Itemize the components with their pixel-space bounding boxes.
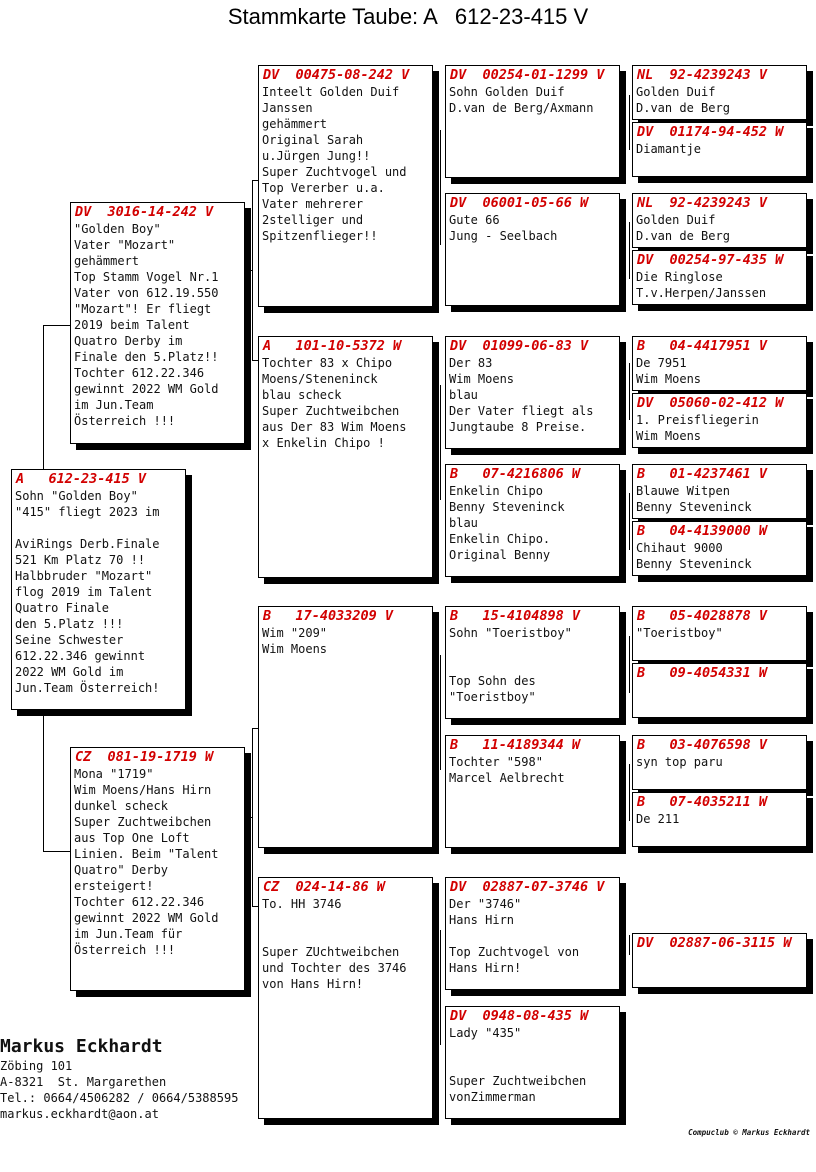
pigeon-info-line: [446, 928, 619, 944]
ring-number: DV 00475-08-242 V: [263, 67, 410, 83]
pigeon-info-line: Finale den 5.Platz!!: [74, 350, 219, 364]
connector: [440, 655, 441, 770]
pigeon-card-mmfm[interactable]: [632, 933, 807, 988]
pigeon-info-line: Blauwe Witpen: [636, 484, 730, 498]
pigeon-card-mmm[interactable]: [445, 1006, 620, 1119]
pigeon-card-mfmf[interactable]: [632, 735, 807, 790]
pigeon-info-line: Super Zuchtvogel und: [262, 165, 407, 179]
pigeon-card-fmm[interactable]: [445, 464, 620, 577]
pigeon-card-mffm[interactable]: [632, 663, 807, 718]
pigeon-info-line: Diamantje: [636, 142, 702, 156]
pigeon-info-line: Top Vererber u.a.: [262, 181, 385, 195]
pigeon-info-line: vonZimmerman: [449, 1090, 536, 1104]
pigeon-info-line: blau: [449, 516, 478, 530]
pigeon-info-line: Super Zuchtweibchen: [262, 404, 400, 418]
pigeon-info-line: gewinnt 2022 WM Gold: [74, 911, 219, 925]
pigeon-info-line: [446, 1041, 619, 1057]
connector: [43, 325, 71, 326]
pigeon-info-line: Sohn Golden Duif: [449, 85, 565, 99]
pigeon-info-line: "Mozart"! Er fliegt: [74, 302, 212, 316]
pigeon-info-line: Benny Steveninck: [636, 500, 752, 514]
page-title: Stammkarte Taube: A 612-23-415 V: [227, 4, 589, 29]
pigeon-info-line: den 5.Platz !!!: [15, 617, 124, 631]
pigeon-info-line: D.van de Berg: [636, 229, 730, 243]
pigeon-info-line: Golden Duif: [636, 213, 716, 227]
pigeon-info-line: Halbbruder "Mozart": [15, 569, 153, 583]
pigeon-info-line: Inteelt Golden Duif: [262, 85, 400, 99]
pigeon-card-fmmm[interactable]: [632, 521, 807, 576]
pigeon-info-line: Der 83: [449, 356, 493, 370]
credit-footer: Compuclub © Markus Eckhardt: [688, 1128, 810, 1137]
pigeon-info-line: [446, 641, 619, 657]
pigeon-card-mff[interactable]: [445, 606, 620, 719]
connector: [629, 493, 630, 550]
pigeon-info-line: und Tochter des 3746: [262, 961, 407, 975]
pigeon-info-line: Sohn "Toeristboy": [449, 626, 572, 640]
ring-number: B 05-4028878 V: [637, 608, 768, 624]
pigeon-info-line: gehämmert: [74, 254, 140, 268]
pigeon-info-line: blau: [449, 388, 478, 402]
pigeon-card-ff[interactable]: [258, 65, 433, 307]
pigeon-card-mfm[interactable]: [445, 735, 620, 848]
pigeon-info-line: Der "3746": [449, 897, 522, 911]
pigeon-info-line: 1. Preisfliegerin: [636, 413, 759, 427]
connector: [440, 385, 441, 500]
pigeon-info-line: Top Stamm Vogel Nr.1: [74, 270, 219, 284]
ring-number: DV 02887-06-3115 W: [637, 935, 792, 951]
ring-number: DV 02887-07-3746 V: [450, 879, 605, 895]
pigeon-info-line: Moens/Steneninck: [262, 372, 378, 386]
pigeon-card-father[interactable]: [70, 202, 245, 444]
pigeon-info-line: Golden Duif: [636, 85, 716, 99]
pigeon-info-line: Wim Moens: [262, 642, 328, 656]
pigeon-info-line: "Toeristboy": [449, 690, 536, 704]
pigeon-info-line: Enkelin Chipo.: [449, 532, 551, 546]
ring-number: B 07-4035211 W: [637, 794, 768, 810]
pigeon-info-line: Der Vater fliegt als: [449, 404, 594, 418]
pigeon-info-line: Jun.Team Österreich!: [15, 681, 160, 695]
ring-number: NL 92-4239243 V: [637, 195, 768, 211]
pigeon-info-line: To. HH 3746: [262, 897, 342, 911]
pigeon-info-line: gehämmert: [262, 117, 328, 131]
pigeon-info-line: Tochter 83 x Chipo: [262, 356, 393, 370]
pigeon-info-line: syn top paru: [636, 755, 723, 769]
pigeon-info-line: Vater mehrerer: [262, 197, 364, 211]
pigeon-info-line: u.Jürgen Jung!!: [262, 149, 371, 163]
pigeon-info-line: 2019 beim Talent: [74, 318, 190, 332]
pigeon-info-line: [446, 1057, 619, 1073]
pigeon-info-line: Sohn "Golden Boy": [15, 489, 138, 503]
pigeon-info-line: Linien. Beim "Talent: [74, 847, 219, 861]
ring-number: A 101-10-5372 W: [263, 338, 402, 354]
pigeon-info-line: Vater "Mozart": [74, 238, 176, 252]
ring-number: B 03-4076598 V: [637, 737, 768, 753]
ring-number: CZ 081-19-1719 W: [75, 749, 214, 765]
ring-number: A 612-23-415 V: [16, 471, 147, 487]
owner-info: [0, 1036, 238, 1122]
ring-number: DV 3016-14-242 V: [75, 204, 214, 220]
pigeon-info-line: 2stelliger und: [262, 213, 364, 227]
pigeon-info-line: Jung - Seelbach: [449, 229, 558, 243]
pigeon-info-line: Enkelin Chipo: [449, 484, 543, 498]
pigeon-card-fmff[interactable]: [632, 336, 807, 391]
pigeon-info-line: Top Sohn des: [449, 674, 536, 688]
pigeon-info-line: "Toeristboy": [636, 626, 723, 640]
pigeon-info-line: Österreich !!!: [74, 414, 176, 428]
pigeon-info-line: Seine Schwester: [15, 633, 124, 647]
connector: [245, 817, 253, 818]
pigeon-info-line: [12, 520, 185, 536]
owner-address-street: Zöbing 101: [0, 1059, 73, 1073]
pigeon-card-mf[interactable]: [258, 606, 433, 848]
connector: [43, 851, 71, 852]
ring-number: B 04-4139000 W: [637, 523, 768, 539]
owner-name: Markus Eckhardt: [0, 1036, 163, 1057]
pigeon-info-line: von Hans Hirn!: [262, 977, 364, 991]
pigeon-info-line: Jungtaube 8 Preise.: [449, 420, 587, 434]
pigeon-info-line: De 211: [636, 812, 680, 826]
pigeon-card-mmf[interactable]: [445, 877, 620, 990]
pigeon-info-line: flog 2019 im Talent: [15, 585, 153, 599]
pigeon-info-line: Wim Moens/Hans Hirn: [74, 783, 212, 797]
ring-number: CZ 024-14-86 W: [263, 879, 385, 895]
pigeon-info-line: Janssen: [262, 101, 313, 115]
ring-number: DV 01174-94-452 W: [637, 124, 784, 140]
pigeon-info-line: D.van de Berg/Axmann: [449, 101, 594, 115]
pigeon-info-line: Vater von 612.19.550: [74, 286, 219, 300]
pigeon-card-subject[interactable]: [11, 469, 186, 710]
ring-number: DV 00254-97-435 W: [637, 252, 784, 268]
pigeon-info-line: Lady "435": [449, 1026, 522, 1040]
ring-number: B 09-4054331 W: [637, 665, 768, 681]
pigeon-info-line: Tochter 612.22.346: [74, 366, 205, 380]
pigeon-info-line: Chihaut 9000: [636, 541, 723, 555]
pigeon-info-line: 2022 WM Gold im: [15, 665, 124, 679]
ring-number: B 07-4216806 W: [450, 466, 581, 482]
pigeon-card-fff[interactable]: [445, 65, 620, 178]
ring-number: B 04-4417951 V: [637, 338, 768, 354]
pigeon-info-line: ersteigert!: [74, 879, 154, 893]
owner-email[interactable]: markus.eckhardt@aon.at: [0, 1107, 159, 1121]
connector: [440, 130, 441, 245]
pigeon-info-line: Quatro Derby im: [74, 334, 183, 348]
pigeon-info-line: im Jun.Team für: [74, 927, 183, 941]
pigeon-info-line: Super ZUchtweibchen: [262, 945, 400, 959]
pigeon-info-line: T.v.Herpen/Janssen: [636, 286, 767, 300]
connector: [245, 270, 253, 271]
pigeon-info-line: D.van de Berg: [636, 101, 730, 115]
pigeon-info-line: Hans Hirn: [449, 913, 515, 927]
pigeon-info-line: Wim Moens: [636, 429, 702, 443]
pigeon-info-line: [446, 657, 619, 673]
pigeon-info-line: Super Zuchtweibchen: [74, 815, 212, 829]
connector: [629, 764, 630, 821]
pigeon-info-line: Spitzenflieger!!: [262, 229, 378, 243]
pigeon-info-line: gewinnt 2022 WM Gold: [74, 382, 219, 396]
ring-number: B 11-4189344 W: [450, 737, 581, 753]
connector: [629, 222, 630, 279]
pigeon-info-line: [259, 928, 432, 944]
ring-number: B 17-4033209 V: [263, 608, 394, 624]
pigeon-info-line: Wim Moens: [449, 372, 515, 386]
pigeon-card-ffff[interactable]: [632, 65, 807, 120]
ring-number: DV 00254-01-1299 V: [450, 67, 605, 83]
pigeon-info-line: "415" fliegt 2023 im: [15, 505, 160, 519]
pigeon-info-line: Gute 66: [449, 213, 500, 227]
owner-phone: Tel.: 0664/4506282 / 0664/5388595: [0, 1091, 239, 1105]
pigeon-info-line: im Jun.Team: [74, 398, 154, 412]
pigeon-card-mm[interactable]: [258, 877, 433, 1119]
pigeon-info-line: x Enkelin Chipo !: [262, 436, 385, 450]
pigeon-card-fffm[interactable]: [632, 122, 807, 177]
pigeon-card-fmf[interactable]: [445, 336, 620, 449]
pigeon-card-mother[interactable]: [70, 747, 245, 991]
pigeon-info-line: Super Zuchtweibchen: [449, 1074, 587, 1088]
connector: [629, 95, 630, 150]
pigeon-info-line: [259, 912, 432, 928]
pigeon-info-line: Hans Hirn!: [449, 961, 522, 975]
pigeon-info-line: 612.22.346 gewinnt: [15, 649, 146, 663]
connector: [43, 325, 44, 469]
pigeon-info-line: De 7951: [636, 356, 687, 370]
pigeon-info-line: Benny Steveninck: [449, 500, 565, 514]
pigeon-info-line: Benny Steveninck: [636, 557, 752, 571]
pigeon-info-line: aus Top One Loft: [74, 831, 190, 845]
pigeon-info-line: Österreich !!!: [74, 943, 176, 957]
ring-number: DV 05060-02-412 W: [637, 395, 784, 411]
pigeon-info-line: 521 Km Platz 70 !!: [15, 553, 146, 567]
pigeon-info-line: Top Zuchtvogel von: [449, 945, 580, 959]
ring-number: DV 06001-05-66 W: [450, 195, 589, 211]
pigeon-card-fm[interactable]: [258, 336, 433, 578]
pigeon-info-line: Original Benny: [449, 548, 551, 562]
connector: [629, 363, 630, 420]
pigeon-info-line: Quatro" Derby: [74, 863, 168, 877]
pigeon-info-line: Tochter 612.22.346: [74, 895, 205, 909]
pigeon-info-line: blau scheck: [262, 388, 342, 402]
pigeon-card-mfmm[interactable]: [632, 792, 807, 847]
ring-number: DV 01099-06-83 V: [450, 338, 589, 354]
pigeon-info-line: Marcel Aelbrecht: [449, 771, 565, 785]
connector: [43, 710, 44, 852]
ring-number: NL 92-4239243 V: [637, 67, 768, 83]
pigeon-info-line: Quatro Finale: [15, 601, 109, 615]
pigeon-card-fmmf[interactable]: [632, 464, 807, 519]
pigeon-info-line: Wim Moens: [636, 372, 702, 386]
pigeon-info-line: aus Der 83 Wim Moens: [262, 420, 407, 434]
ring-number: DV 0948-08-435 W: [450, 1008, 589, 1024]
pigeon-card-ffm[interactable]: [445, 193, 620, 306]
pigeon-info-line: "Golden Boy": [74, 222, 161, 236]
pigeon-card-ffmm[interactable]: [632, 250, 807, 305]
pigeon-info-line: AviRings Derb.Finale: [15, 537, 160, 551]
owner-address-city: A-8321 St. Margarethen: [0, 1075, 167, 1089]
pigeon-card-mfff[interactable]: [632, 606, 807, 661]
pigeon-info-line: Wim "209": [262, 626, 328, 640]
pigeon-info-line: Original Sarah: [262, 133, 364, 147]
pigeon-info-line: Die Ringlose: [636, 270, 723, 284]
pigeon-info-line: Tochter "598": [449, 755, 543, 769]
pigeon-info-line: dunkel scheck: [74, 799, 168, 813]
ring-number: B 01-4237461 V: [637, 466, 768, 482]
connector: [629, 636, 630, 693]
pigeon-card-ffmf[interactable]: [632, 193, 807, 248]
connector: [440, 930, 441, 1045]
pigeon-card-fmfm[interactable]: [632, 393, 807, 448]
ring-number: B 15-4104898 V: [450, 608, 581, 624]
pigeon-info-line: Mona "1719": [74, 767, 154, 781]
connector: [629, 935, 630, 955]
